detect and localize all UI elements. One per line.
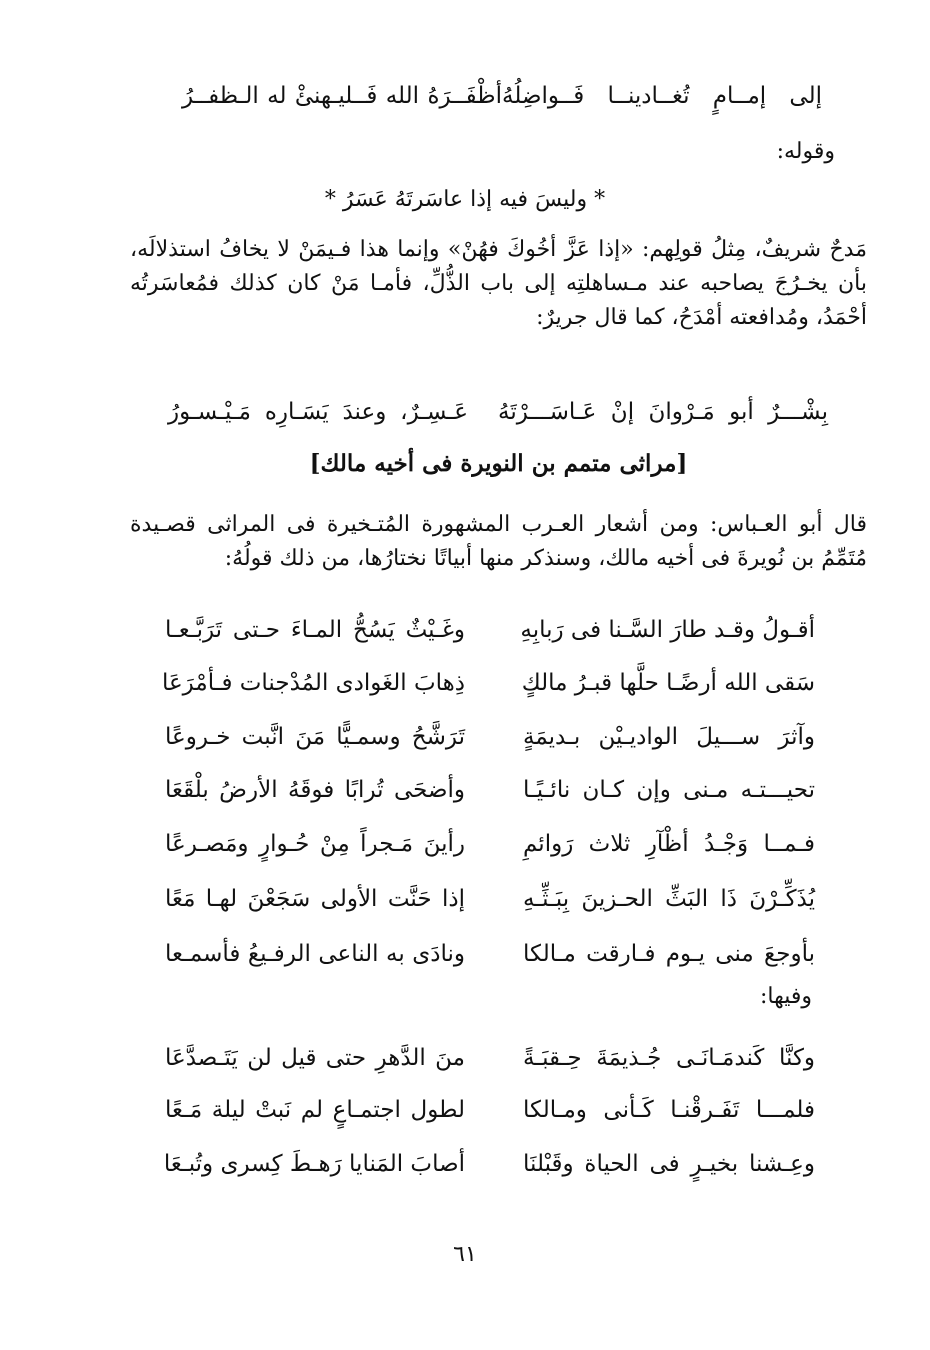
hemistich-second: تَرَشَّحُ وسمـيًّا مَنَ انَّبت خـروعًا — [165, 724, 465, 750]
hemistich-second: أصابَ المَنايا رَهـطَ كِسرى وتُبـعَا — [163, 1151, 465, 1177]
poem-verse — [165, 1036, 815, 1080]
hemistich-first: وآثرَ ســـيلَ الواديـيْن بـديمَةٍ — [523, 724, 815, 750]
poem-verse — [161, 661, 815, 705]
hemistich-first: فـمــا وَجْـدُ أظْآرِ ثلاث رَوائمِ — [523, 831, 815, 857]
hemistich-second: وأضحَى تُرابًا فوقَهُ الأرضُ بلْقَعَا — [165, 777, 465, 803]
section-intro-paragraph: قال أبو العـباس: ومن أشعار العـرب المشهورة المُتـخيرة فى المراثى قصـيدة مُتَمِّمُ بن نُويرةَ فى أخيه مالك، وسنذكر منها أبياتًا نختارُها، من ذلك قولُهُ: — [130, 512, 867, 571]
hemistich-first: وعِـشنا بخيـرٍ فى الحياة وقَبْلنَا — [523, 1151, 815, 1177]
poem-verse — [165, 877, 815, 921]
poem-verse — [165, 932, 815, 976]
poem-verse — [165, 822, 815, 866]
hemistich-second: ونادَى به الناعى الرفـيعُ فأسمـعا — [165, 941, 465, 967]
hemistich-first: فلمـــا تَفَـرقْنـا كَـأنى ومـالكا — [523, 1097, 815, 1123]
hemistich-first: سَقى الله أرضًـا حلَّها قبـرُ مالكٍ — [521, 670, 815, 696]
star-verse: * وليسَ فيه إذا عاسَرتَهُ عَسَرُ * — [324, 187, 606, 212]
hemistich-first: وكنَّا كَندمَـانَـى جُـذيمَةَ حِـقبَـةً — [523, 1045, 815, 1071]
hemistich-second: وغَـيْثٌ يَسُحُّ المـاءَ حـتى تَرَبَّـعـا — [165, 617, 465, 643]
jarir-verse — [168, 390, 828, 434]
hemistich-first: يُذَكِّـرْنَ ذَا البَثِّ الحـزينَ بِبَـثِّـهِ — [523, 886, 815, 912]
wafiha-label: وفيها: — [759, 984, 812, 1009]
poem-verse — [165, 1088, 815, 1132]
top-verse — [182, 74, 822, 118]
poem-verse — [165, 768, 815, 812]
hemistich-second: منَ الدَّهرِ حتى قيل لن يَتَـصدَّعَا — [165, 1045, 465, 1071]
hemistich-first: بأوجعَ منى يـوم فـارقت مـالكا — [523, 941, 815, 967]
hemistich-second: رأينَ مَـجراً مِنْ حُـوارٍ ومَصـرعًا — [165, 831, 465, 857]
hemistich-first: أقـولُ وقـد طارَ السَّـنا فى رَبابِهِ — [520, 617, 815, 643]
hemistich-first: إلى إمــامٍ تُغــادينــا فَــواضِلُهُ — [502, 83, 822, 109]
poem-verse — [165, 1142, 815, 1186]
hemistich-second: أظْفَــرَهُ الله فَــليـهنئْ له الـظفــرُ — [182, 83, 502, 109]
poem-verse — [165, 608, 815, 652]
hemistich-second: ذِهابَ الغَوادى المُدْجنات فـأمْرَعَا — [161, 670, 465, 696]
section-heading: [مراثى متمم بن النويرة فى أخيه مالك] — [309, 450, 688, 477]
hemistich-second: لطول اجتمـاعٍ لم نَبتْ ليلة مَـعًا — [165, 1097, 465, 1123]
hemistich-second: عَـسِـرٌ، وعندَ يَسَـارِه مَـيْـسـورُ — [168, 399, 468, 425]
hemistich-second: إذا حَنَّت الأولى سَجَعْنَ لهـا مَعًا — [165, 886, 465, 912]
intro-label: وقوله: — [776, 139, 835, 164]
hemistich-first: تحيـــتـه مـنى وإن كـان نائـيًـا — [523, 777, 815, 803]
poem-verse — [165, 715, 815, 759]
hemistich-first: بِشْـــرٌ أبو مَـرْوانَ إنْ عَـاسَـــرْتَهُ — [498, 399, 828, 425]
commentary-paragraph: مَدحٌ شريفٌ، مِثلُ قولِهم: «إذا عَزَّ أخُوكَ فهُنْ» وإنما هذا فـيمَنْ لا يخافُ استذلالَه، بأن يخـرُجَ يصاحبه عند مـساهلتِه إلى باب الذُّلِّ، فأمـا مَنْ كان كذلك فمُعاسَرتُه أحْمَدُ، ومُدافعته أمْدَحُ، كما قال جريرٌ: — [130, 237, 867, 330]
page-number: ٦١ — [453, 1242, 477, 1267]
